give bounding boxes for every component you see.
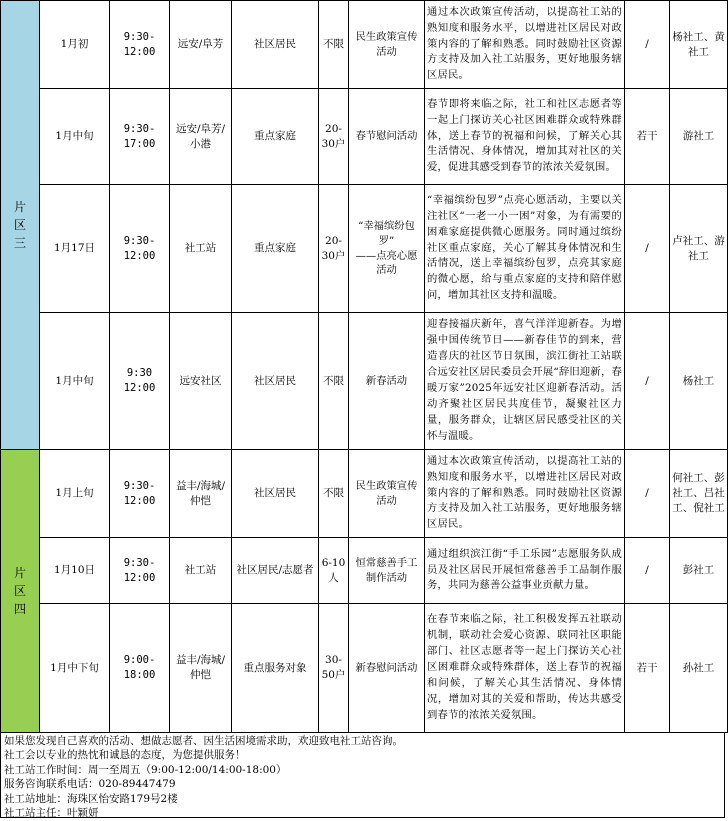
count-cell: 不限: [319, 1, 349, 89]
fee-cell: 若干: [625, 89, 670, 185]
location-cell: 远安/阜芳: [170, 1, 232, 89]
theme-cell: “幸福缤纷包罗” ——点亮心愿活动: [349, 185, 425, 313]
description-cell: 在春节来临之际，社工积极发挥五社联动机制，联动社会爱心资源、联同社区职能部门、社区志愿者等一起上门探访关心社区困难群众或特殊群体，送上春节的祝福和问候，了解关心其生活情况、身体情况，增加对其的关爱和帮助，传达共感受到春节的浓浓关爱氛围。: [425, 604, 625, 733]
table-row: [1, 604, 728, 733]
staff-cell: 杨社工、黄社工: [670, 1, 728, 89]
description-cell: “幸福缤纷包罗”点亮心愿活动，主要以关注社区“一老一小一困”对象，为有需要的困难家庭提供微心愿服务。同时通过缤纷社区重点家庭，关心了解其身体情况和生活情况，送上幸福缤纷包罗，点亮其家庭的微心愿，给与重点家庭的支持和陪伴慰问，增加其社区支持和温暖。: [425, 185, 625, 313]
location-cell: 益丰/海城/仲恺: [170, 604, 232, 733]
fee-cell: /: [625, 1, 670, 89]
zone-cell-4: [1, 450, 40, 733]
audience-cell: 社区居民/志愿者: [232, 538, 319, 604]
date-cell: 1月初: [40, 1, 110, 89]
staff-cell: 卢社工、游社工: [670, 185, 728, 313]
time-cell: 9:30- 12:00: [110, 538, 170, 604]
time-cell: 9:30- 17:00: [110, 89, 170, 185]
date-cell: 1月上旬: [40, 450, 110, 538]
staff-cell: 孙社工: [670, 604, 728, 733]
time-cell: 9:30- 12:00: [110, 450, 170, 538]
description-cell: 通过本次政策宣传活动，以提高社工站的熟知度和服务水平，以增进社区居民对政策内容的了解和熟悉。同时鼓励社区资源方支持及加入社工站服务，更好地服务辖区居民。: [425, 450, 625, 538]
theme-cell: 新春活动: [349, 313, 425, 450]
location-cell: 远安社区: [170, 313, 232, 450]
audience-cell: 社区居民: [232, 313, 319, 450]
audience-cell: 重点家庭: [232, 185, 319, 313]
count-cell: 6-10人: [319, 538, 349, 604]
time-cell: 9:30- 12:00: [110, 185, 170, 313]
staff-cell: 何社工、彭社工、吕社工、倪社工: [670, 450, 728, 538]
fee-cell: /: [625, 450, 670, 538]
count-cell: 不限: [319, 313, 349, 450]
audience-cell: 社区居民: [232, 450, 319, 538]
theme-cell: 民生政策宣传活动: [349, 450, 425, 538]
date-cell: 1月17日: [40, 185, 110, 313]
description-cell: 迎春接福庆新年，喜气洋洋迎新春。为增强中国传统节日——新春佳节的到来，营造喜庆的社区节日氛围，滨江街社工站联合远安社区居民委员会开展“辞旧迎新，春暖万家”2025年远安社区迎新春活动。活动齐聚社区居民共度佳节，凝聚社区力量，服务群众，让辖区居民感受社区的关怀与温暖。: [425, 313, 625, 450]
description-cell: 春节即将来临之际，社工和社区志愿者等一起上门探访关心社区困难群众或特殊群体，送上春节的祝福和问候，了解关心其生活情况、身体情况，增加其对社区的关爱，促进其感受到春节的浓浓关爱氛围。: [425, 89, 625, 185]
location-cell: 远安/阜芳/小港: [170, 89, 232, 185]
contact-footer: [0, 732, 725, 818]
time-cell: 9:30 12:00: [110, 313, 170, 450]
table-row: [1, 450, 728, 538]
theme-cell: 恒常慈善手工制作活动: [349, 538, 425, 604]
staff-cell: 彭社工: [670, 538, 728, 604]
count-cell: 不限: [319, 450, 349, 538]
table-row: [1, 1, 728, 89]
count-cell: 20-30户: [319, 89, 349, 185]
date-cell: 1月10日: [40, 538, 110, 604]
description-cell: 通过本次政策宣传活动，以提高社工站的熟知度和服务水平，以增进社区居民对政策内容的了解和熟悉。同时鼓励社区资源方支持及加入社工站服务，更好地服务辖区居民。: [425, 1, 625, 89]
fee-cell: /: [625, 313, 670, 450]
footer-invite-line: 如果您发现自己喜欢的活动、想做志愿者、因生活困境需求助，欢迎致电社工站咨询。: [4, 735, 403, 747]
staff-cell: 杨社工: [670, 313, 728, 450]
table-row: [1, 185, 728, 313]
date-cell: 1月中旬: [40, 313, 110, 450]
location-cell: 社工站: [170, 185, 232, 313]
zone-label: 片区四: [13, 566, 26, 616]
audience-cell: 重点服务对象: [232, 604, 319, 733]
footer-hours-line: 社工站工作时间：周一至周五（9:00-12:00/14:00-18:00）: [4, 763, 287, 776]
time-cell: 9:30- 12:00: [110, 1, 170, 89]
location-cell: 益丰/海城/仲恺: [170, 450, 232, 538]
zone-cell-3: [1, 1, 40, 450]
zone-label: 片区三: [13, 200, 26, 250]
audience-cell: 重点家庭: [232, 89, 319, 185]
theme-cell: 春节慰问活动: [349, 89, 425, 185]
count-cell: 30-50户: [319, 604, 349, 733]
fee-cell: /: [625, 538, 670, 604]
table-row: [1, 313, 728, 450]
footer-director-line: 社工站主任：叶颖妍: [4, 807, 99, 820]
count-cell: 20-30户: [319, 185, 349, 313]
date-cell: 1月中下旬: [40, 604, 110, 733]
footer-address-line: 社工站地址：海珠区怡安路179号2楼: [4, 792, 178, 805]
table-row: [1, 538, 728, 604]
footer-service-line: 社工会以专业的热忱和诚恳的态度，为您提供服务！: [4, 749, 246, 762]
table-row: [1, 89, 728, 185]
time-cell: 9:00- 18:00: [110, 604, 170, 733]
fee-cell: /: [625, 185, 670, 313]
footer-phone-line: 服务咨询联系电话：020-89447479: [4, 778, 176, 791]
description-cell: 通过组织滨江街“手工乐园”志愿服务队成员及社区居民开展恒常慈善手工品制作服务，共同为慈善公益事业贡献力量。: [425, 538, 625, 604]
theme-cell: 新春慰问活动: [349, 604, 425, 733]
audience-cell: 社区居民: [232, 1, 319, 89]
location-cell: 社工站: [170, 538, 232, 604]
date-cell: 1月中旬: [40, 89, 110, 185]
staff-cell: 游社工: [670, 89, 728, 185]
theme-cell: 民生政策宣传活动: [349, 1, 425, 89]
fee-cell: 若干: [625, 604, 670, 733]
